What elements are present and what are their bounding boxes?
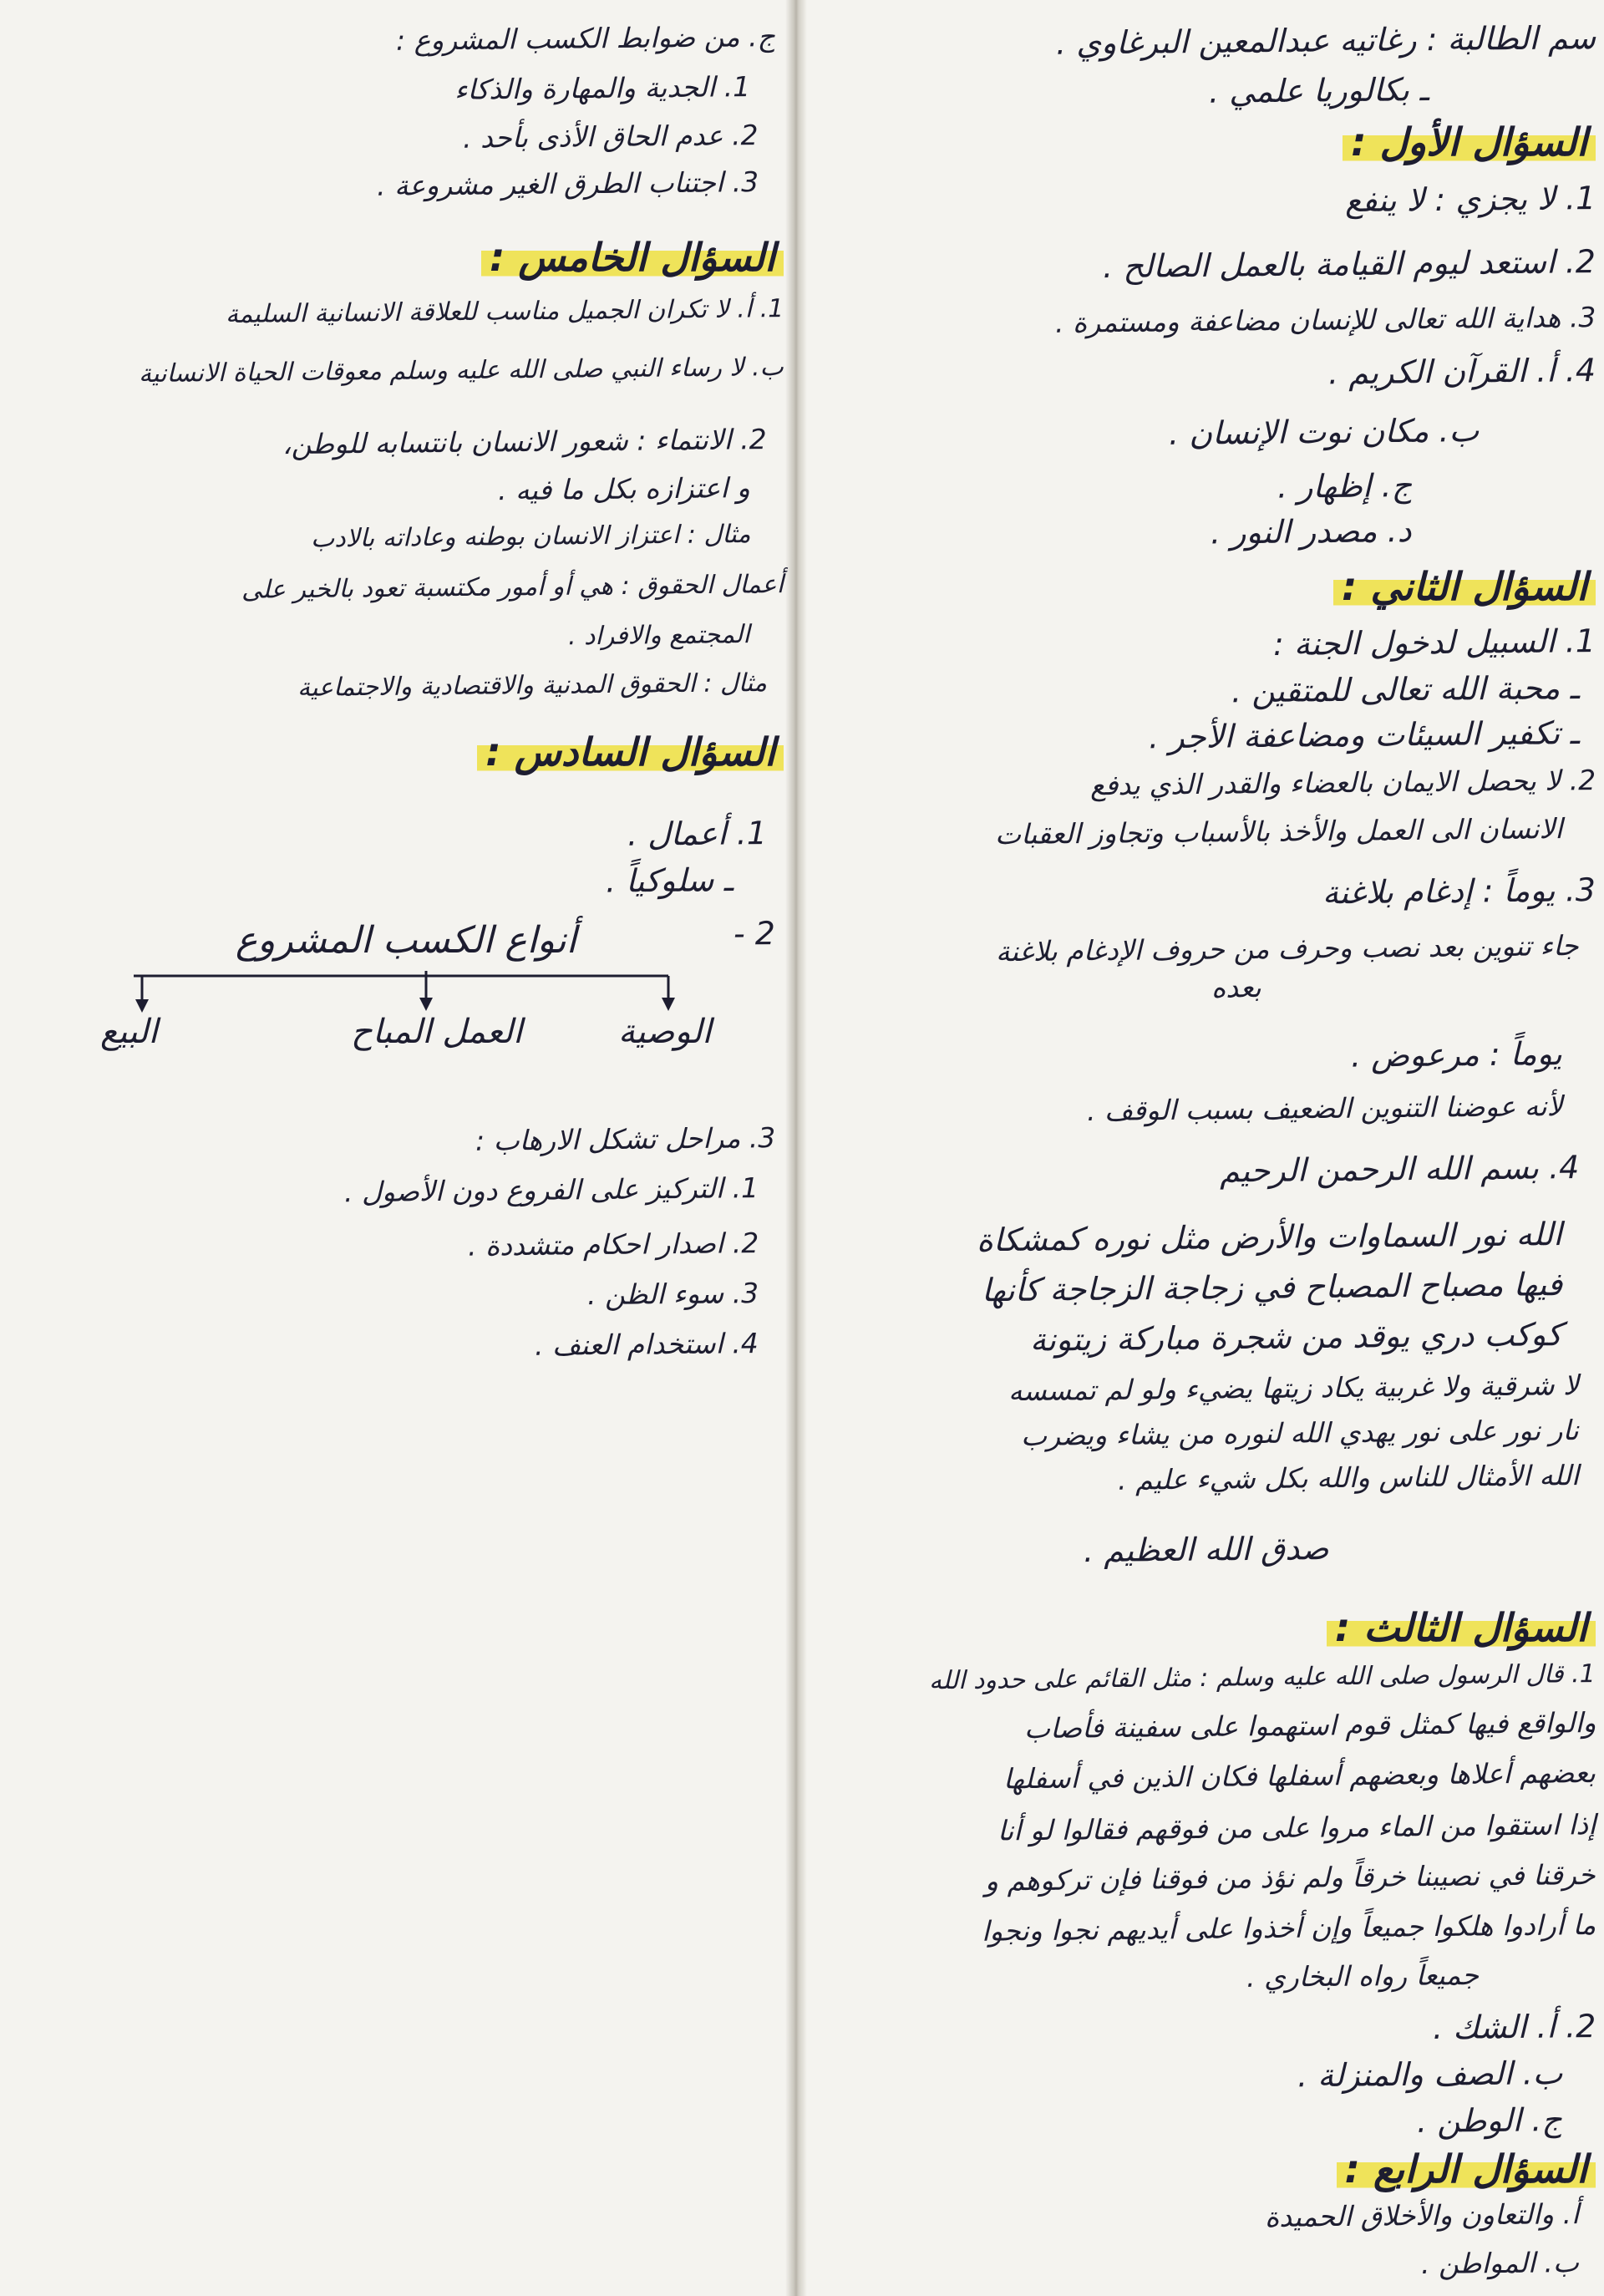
q2-line: يوماً : مرعوض . [1350,1035,1563,1074]
q1-heading-text: السؤال الأول : [1343,119,1596,165]
q2-line: 1. السبيل لدخول الجنة : [1272,622,1596,663]
q1-heading [1343,117,1596,167]
q5-line: مثال : الحقوق المدنية والاقتصادية والاجتماعية [297,668,768,703]
q3-line: ب. الصف والمنزلة . [1297,2055,1563,2095]
q1-line: ب. مكان نوت الإنسان . [1168,412,1480,452]
q6-heading [477,727,784,777]
arrowhead-left [135,999,149,1013]
q4-line: ب. المواطن . [1420,2246,1580,2280]
q3-line: إذا استقوا من الماء مروا على من فوقهم فقالوا لو أنا [997,1808,1596,1847]
q3-line: ج. الوطن . [1416,2101,1563,2140]
diagram-number: 2 - [733,915,776,952]
page-gutter [785,0,807,2296]
q4-line: أ. والتعاون والأخلاق الحميدة [1264,2197,1580,2233]
q4-heading [1337,2144,1596,2194]
q5-heading [481,232,784,282]
q1-line: 2. استعد ليوم القيامة بالعمل الصالح . [1102,243,1596,286]
q5-line: ب. لا رساء النبي صلى الله عليه وسلم معوقات الحياة الانسانية [139,353,784,389]
q2-line: 2. لا يحصل الايمان بالعضاء والقدر الذي يدفع [1089,764,1596,802]
q6-line: 1. التركيز على الفروع دون الأصول . [343,1171,759,1209]
q2-line: لا شرقية ولا غربية يكاد زيتها يضيء ولو لم تمسسه [1008,1369,1580,1408]
q5-line: مثال : اعتزاز الانسان بوطنه وعاداته بالادب [310,520,751,554]
q2-line: لأنه عوضنا التنوين الضعيف بسبب الوقف . [1086,1090,1563,1127]
q4-cont-line: 2. عدم الحاق الأذى بأحد . [463,119,759,155]
diagram-title: أنواع الكسب المشروع [235,919,576,962]
diagram-item-will: الوصية [618,1013,712,1051]
q1-line: ج. إظهار . [1277,467,1413,505]
class-line: ـ بكالوريا علمي . [1208,71,1429,110]
q2-line: فيها مصباح المصباح في زجاجة الزجاجة كأنها [981,1266,1563,1309]
diagram-item-permitted-work: العمل المباح [351,1013,523,1051]
q4-cont-line: 1. الجدية والمهارة والذكاء [454,70,751,106]
q2-line: ـ تكفير السيئات ومضاعفة الأجر . [1148,714,1580,756]
q5-line: 2. الانتماء : شعور الانسان بانتسابه للوطن، [282,423,768,461]
q2-line: الانسان الى العمل والأخذ بالأسباب وتجاوز العقبات [994,812,1563,851]
q1-line: 3. هداية الله تعالى للإنسان مضاعفة ومستمرة . [1054,301,1596,339]
q6-line: 3. سوء الظن . [586,1277,759,1312]
student-name-line: سم الطالبة : رغاتيه عبدالمعين البرغاوي . [1055,19,1596,62]
arrowhead-middle [419,998,433,1011]
q3-line: 2. أ. الشك . [1432,2008,1596,2047]
q2-line: الله الأمثال للناس والله بكل شيء عليم . [1117,1459,1580,1496]
q5-line: المجتمع والافراد . [568,620,751,652]
q2-line: الله نور السماوات والأرض مثل نوره كمشكاة [977,1216,1563,1259]
arrowhead-right [662,998,675,1011]
q6-line: ـ سلوكياً . [606,861,734,900]
q6-heading-text: السؤال السادس : [477,729,784,775]
q2-heading-text: السؤال الثاني : [1333,564,1596,609]
q3-line: ما أرادوا هلكوا جميعاً وإن أخذوا على أيديهم نجوا ونجوا [981,1908,1596,1948]
q2-line: كوكب دري يوقد من شجرة مباركة زيتونة [1030,1316,1563,1359]
q5-line: و اعتزازه بكل ما فيه . [497,471,751,507]
q4-cont-line: ج. من ضوابط الكسب المشروع : [396,20,776,57]
q1-line: 1. لا يجزي : لا ينفع [1344,180,1596,220]
q2-line: 3. يوماً : إدغام بلاغنة [1322,871,1596,912]
q1-line: 4. أ. القرآن الكريم . [1327,352,1596,392]
q3-line: 1. قال الرسول صلى الله عليه وسلم : مثل القائم على حدود الله [929,1659,1596,1696]
q3-heading-text: السؤال الثالث : [1327,1605,1596,1650]
q1-line: د. مصدر النور . [1211,512,1413,551]
q4-cont-line: 3. اجتناب الطرق الغير مشروعة . [376,165,759,202]
q6-line: 4. استخدام العنف . [535,1327,759,1362]
q2-line: صدق الله العظيم . [1083,1530,1329,1570]
q6-line: 1. أعمال . [627,815,768,853]
q3-line: والواقع فيها كمثل قوم استهموا على سفينة فأصاب [1023,1706,1596,1745]
earning-types-diagram [33,919,785,1069]
q5-line: أعمال الحقوق : هي أو أمور مكتسبة تعود بالخير على [241,570,784,605]
q3-line: بعضهم أعلاها وبعضهم أسفلها فكان الذين في أسفلها [1002,1756,1596,1796]
q6-line: 3. مراحل تشكل الارهاب : [475,1121,776,1157]
q3-heading [1327,1603,1596,1653]
q2-line: بعده [1211,971,1262,1004]
q2-line: 4. بسم الله الرحمن الرحيم [1219,1149,1580,1190]
q2-line: جاء تنوين بعد نصب وحرف من حروف الإدغام بلاغنة [996,929,1580,968]
q2-line: ـ محبة الله تعالى للمتقين . [1231,669,1580,710]
q3-line: خرقنا في نصيبنا خرقاً ولم نؤذ من فوقنا فإن تركوهم و [985,1858,1596,1897]
q6-line: 2. اصدار احكام متشددة . [467,1227,759,1262]
q5-line: 1. أ. لا تكران الجميل مناسب للعلاقة الانسانية السليمة [225,294,784,329]
diagram-item-selling: البيع [100,1013,158,1051]
q2-line: نار نور على نور يهدي الله لنوره من يشاء ويضرب [1021,1414,1580,1452]
q2-heading [1333,561,1596,612]
q3-line: جميعاً رواه البخاري . [1246,1958,1480,1994]
q5-heading-text: السؤال الخامس : [481,235,784,280]
q4-heading-text: السؤال الرابع : [1337,2146,1596,2192]
